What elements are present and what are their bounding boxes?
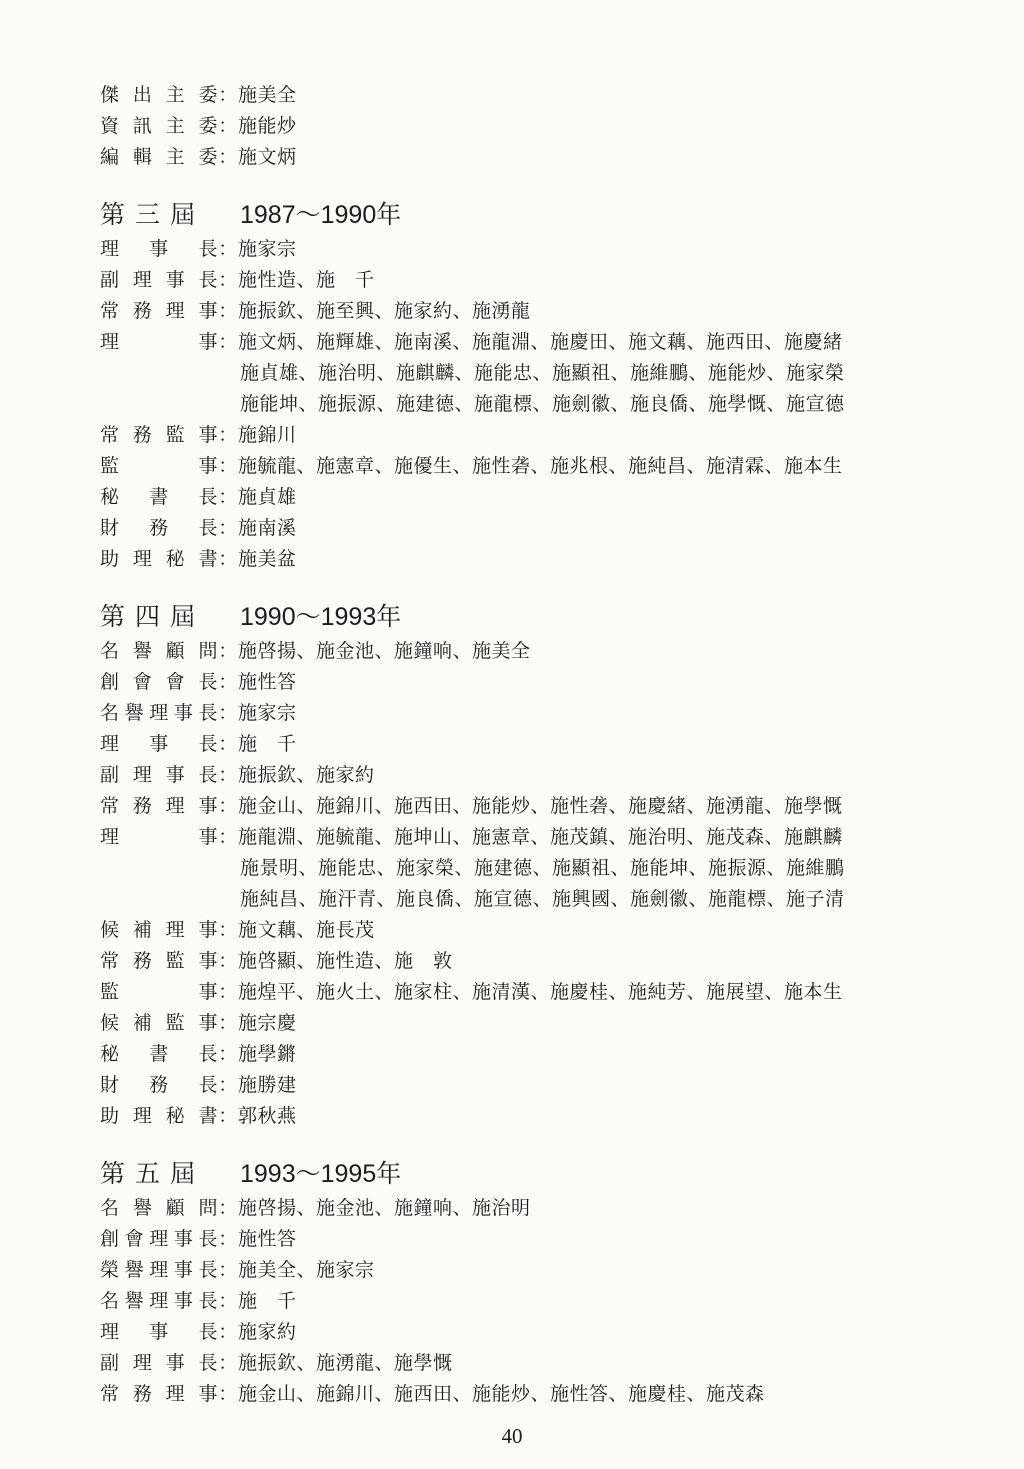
field-value: 施能炒 xyxy=(238,114,297,137)
field-row xyxy=(100,232,297,262)
field-colon: ： xyxy=(218,1351,238,1374)
field-label xyxy=(100,946,218,973)
field-label-char: 候 xyxy=(100,1011,120,1034)
field-value: 施 千 xyxy=(238,1289,297,1312)
term-heading xyxy=(100,1154,401,1190)
field-value: 施金山、施錦川、施西田、施能炒、施性答、施慶桂、施茂森 xyxy=(238,1382,765,1405)
field-colon: ： xyxy=(218,1289,238,1312)
field-label-char: 事 xyxy=(198,918,218,941)
field-label-char: 理 xyxy=(165,1382,186,1405)
field-value: 施啓顯、施性造、施 敦 xyxy=(238,949,453,972)
field-value: 施家宗 xyxy=(238,237,297,260)
page-number: 40 xyxy=(501,1424,523,1448)
field-label-char: 財 xyxy=(100,516,120,539)
field-value-continued: 施能坤、施振源、施建德、施龍標、施劍徽、施良僑、施學慨、施宣德 xyxy=(240,392,845,415)
field-label-char: 理 xyxy=(149,1289,169,1312)
field-label-char: 補 xyxy=(132,1011,153,1034)
field-row xyxy=(100,1377,765,1407)
field-label-char: 事 xyxy=(198,825,218,848)
field-row xyxy=(100,1068,297,1098)
field-colon: ： xyxy=(218,268,238,291)
field-value: 施文藕、施長茂 xyxy=(238,918,375,941)
field-label-char: 會 xyxy=(165,670,186,693)
field-row xyxy=(100,1191,531,1221)
field-label-char: 理 xyxy=(100,732,120,755)
field-label-char: 事 xyxy=(149,1320,169,1343)
field-label xyxy=(100,1008,218,1035)
field-value: 施南溪 xyxy=(238,516,297,539)
field-value: 施煌平、施火土、施家柱、施清漢、施慶桂、施純芳、施展望、施本生 xyxy=(238,980,843,1003)
field-label-char: 名 xyxy=(100,701,120,724)
field-label-char: 事 xyxy=(198,330,218,353)
field-colon: ： xyxy=(218,732,238,755)
field-label-char: 輯 xyxy=(132,145,153,168)
field-row xyxy=(100,109,297,139)
field-label-char: 顧 xyxy=(165,639,186,662)
field-value: 施金山、施錦川、施西田、施能炒、施性砻、施慶緒、施湧龍、施學慨 xyxy=(238,794,843,817)
field-label-char: 副 xyxy=(100,268,120,291)
field-label-char: 訊 xyxy=(132,114,153,137)
field-row xyxy=(100,1099,297,1129)
field-row xyxy=(100,913,375,943)
field-label-char: 長 xyxy=(198,1042,218,1065)
field-label-char: 理 xyxy=(132,1104,153,1127)
field-label-char: 譽 xyxy=(124,701,145,724)
field-label-char: 長 xyxy=(198,1073,218,1096)
field-colon: ： xyxy=(218,299,238,322)
field-label xyxy=(100,1286,218,1313)
field-label-char: 問 xyxy=(198,1196,218,1219)
field-label-char: 事 xyxy=(198,299,218,322)
field-row xyxy=(100,511,297,541)
field-value: 郭秋燕 xyxy=(238,1104,297,1127)
field-label-char: 候 xyxy=(100,918,120,941)
field-label-char: 委 xyxy=(198,145,218,168)
field-label-char: 事 xyxy=(173,1289,194,1312)
field-label-char: 事 xyxy=(198,1382,218,1405)
field-value: 施毓龍、施憲章、施優生、施性砻、施兆根、施純昌、施清霖、施本生 xyxy=(238,454,843,477)
field-colon: ： xyxy=(218,1320,238,1343)
field-value: 施學鏘 xyxy=(238,1042,297,1065)
field-label-char: 秘 xyxy=(100,1042,120,1065)
field-row xyxy=(100,294,531,324)
field-colon: ： xyxy=(218,825,238,848)
field-label-char: 事 xyxy=(198,949,218,972)
term-heading xyxy=(100,195,401,231)
field-label-char: 理 xyxy=(132,268,153,291)
field-label-char: 長 xyxy=(198,516,218,539)
field-label xyxy=(100,142,218,169)
field-label xyxy=(100,1317,218,1344)
field-label xyxy=(100,1255,218,1282)
field-label-char: 長 xyxy=(198,732,218,755)
field-label-char: 名 xyxy=(100,639,120,662)
field-label xyxy=(100,1379,218,1406)
field-label-char: 事 xyxy=(165,763,186,786)
field-row xyxy=(100,727,297,757)
field-value: 施龍淵、施毓龍、施坤山、施憲章、施茂鎮、施治明、施茂森、施麒麟 xyxy=(238,825,843,848)
field-label-char: 理 xyxy=(149,1258,169,1281)
field-label-char: 事 xyxy=(165,268,186,291)
field-row xyxy=(100,480,297,510)
field-label-char: 事 xyxy=(173,701,194,724)
field-row xyxy=(100,665,297,695)
field-label-char: 務 xyxy=(149,1073,169,1096)
field-label-char: 監 xyxy=(100,454,120,477)
field-label xyxy=(100,296,218,323)
field-colon: ： xyxy=(218,794,238,817)
field-row xyxy=(100,542,297,572)
field-label-char: 出 xyxy=(132,83,153,106)
field-label-char: 常 xyxy=(100,423,120,446)
field-label-char: 秘 xyxy=(165,547,186,570)
field-value: 施貞雄 xyxy=(238,485,297,508)
field-label xyxy=(100,822,218,849)
field-value: 施美全 xyxy=(238,83,297,106)
field-label-char: 監 xyxy=(165,423,186,446)
field-label-char: 書 xyxy=(198,1104,218,1127)
field-colon: ： xyxy=(218,423,238,446)
field-label-char: 秘 xyxy=(100,485,120,508)
field-label-char: 創 xyxy=(100,670,120,693)
field-value: 施錦川 xyxy=(238,423,297,446)
field-label xyxy=(100,544,218,571)
field-label-char: 長 xyxy=(198,1351,218,1374)
field-row xyxy=(100,1346,453,1376)
field-value: 施美全、施家宗 xyxy=(238,1258,375,1281)
field-colon: ： xyxy=(218,145,238,168)
field-label-char: 會 xyxy=(124,1227,145,1250)
field-colon: ： xyxy=(218,949,238,972)
field-label-char: 事 xyxy=(198,980,218,1003)
field-colon: ： xyxy=(218,1258,238,1281)
field-row xyxy=(100,325,843,355)
field-label-char: 譽 xyxy=(132,639,153,662)
field-label xyxy=(100,482,218,509)
field-row xyxy=(100,1284,297,1314)
field-colon: ： xyxy=(218,763,238,786)
field-label-char: 長 xyxy=(198,763,218,786)
field-label-char: 理 xyxy=(165,918,186,941)
field-label xyxy=(100,1348,218,1375)
field-label-char: 長 xyxy=(198,701,218,724)
field-value: 施振欽、施家約 xyxy=(238,763,375,786)
field-label-char: 長 xyxy=(198,1320,218,1343)
field-value-continued: 施景明、施能忠、施家榮、施建德、施顯祖、施能坤、施振源、施維鵬 xyxy=(240,856,845,879)
field-label xyxy=(100,977,218,1004)
field-value: 施啓揚、施金池、施鐘响、施美全 xyxy=(238,639,531,662)
field-label-char: 長 xyxy=(198,1227,218,1250)
field-label-char: 事 xyxy=(149,237,169,260)
field-label-char: 理 xyxy=(132,763,153,786)
field-label-char: 譽 xyxy=(124,1289,145,1312)
field-label-char: 會 xyxy=(132,670,153,693)
field-value: 施振欽、施至興、施家約、施湧龍 xyxy=(238,299,531,322)
field-label-char: 監 xyxy=(165,949,186,972)
field-value: 施性答 xyxy=(238,670,297,693)
field-label-char: 副 xyxy=(100,1351,120,1374)
field-value: 施 千 xyxy=(238,732,297,755)
field-row xyxy=(100,820,843,850)
field-label xyxy=(100,791,218,818)
field-label xyxy=(100,451,218,478)
field-colon: ： xyxy=(218,639,238,662)
field-colon: ： xyxy=(218,1196,238,1219)
field-colon: ： xyxy=(218,454,238,477)
field-colon: ： xyxy=(218,980,238,1003)
term-years: 1993～1995年 xyxy=(240,1160,402,1188)
field-row xyxy=(100,1006,297,1036)
field-label-char: 書 xyxy=(149,1042,169,1065)
field-label-char: 理 xyxy=(132,547,153,570)
field-label-char: 助 xyxy=(100,1104,120,1127)
field-label xyxy=(100,760,218,787)
field-value: 施美盆 xyxy=(238,547,297,570)
field-label xyxy=(100,915,218,942)
field-label-char: 事 xyxy=(173,1227,194,1250)
field-label-char: 事 xyxy=(165,1351,186,1374)
field-label-char: 譽 xyxy=(124,1258,145,1281)
field-colon: ： xyxy=(218,330,238,353)
field-label-char: 務 xyxy=(132,1382,153,1405)
field-label-char: 事 xyxy=(198,454,218,477)
field-label-char: 長 xyxy=(198,237,218,260)
field-colon: ： xyxy=(218,918,238,941)
field-label-char: 事 xyxy=(198,423,218,446)
field-label-char: 理 xyxy=(100,237,120,260)
field-label-char: 理 xyxy=(149,701,169,724)
field-label-char: 理 xyxy=(165,299,186,322)
field-label-char: 財 xyxy=(100,1073,120,1096)
term-heading xyxy=(100,597,401,633)
field-value: 施宗慶 xyxy=(238,1011,297,1034)
field-colon: ： xyxy=(218,1042,238,1065)
field-label-char: 長 xyxy=(198,268,218,291)
field-label-char: 監 xyxy=(100,980,120,1003)
field-colon: ： xyxy=(218,237,238,260)
field-row xyxy=(100,1253,375,1283)
field-colon: ： xyxy=(218,1011,238,1034)
field-label-char: 務 xyxy=(132,423,153,446)
field-colon: ： xyxy=(218,1382,238,1405)
field-row xyxy=(100,1315,297,1345)
field-value: 施文炳 xyxy=(238,145,297,168)
field-value: 施振欽、施湧龍、施學慨 xyxy=(238,1351,453,1374)
field-label-char: 常 xyxy=(100,794,120,817)
field-label xyxy=(100,1224,218,1251)
field-label-char: 務 xyxy=(132,949,153,972)
field-label-char: 事 xyxy=(198,794,218,817)
term-years: 1987～1990年 xyxy=(240,201,402,229)
field-label xyxy=(100,698,218,725)
field-label xyxy=(100,513,218,540)
field-label-char: 理 xyxy=(100,330,120,353)
field-label xyxy=(100,327,218,354)
field-label xyxy=(100,1070,218,1097)
field-colon: ： xyxy=(218,547,238,570)
field-label-char: 委 xyxy=(198,114,218,137)
field-label-char: 務 xyxy=(132,299,153,322)
field-label-char: 監 xyxy=(165,1011,186,1034)
field-row xyxy=(100,975,843,1005)
field-value-continued: 施純昌、施汗青、施良僑、施宣德、施興國、施劍徽、施龍標、施子清 xyxy=(240,887,845,910)
field-value: 施勝建 xyxy=(238,1073,297,1096)
field-label xyxy=(100,80,218,107)
field-label xyxy=(100,234,218,261)
term-years: 1990～1993年 xyxy=(240,603,402,631)
field-colon: ： xyxy=(218,83,238,106)
term-title: 第四屆 xyxy=(100,602,206,631)
field-label-char: 常 xyxy=(100,1382,120,1405)
field-value: 施啓揚、施金池、施鐘响、施治明 xyxy=(238,1196,531,1219)
field-colon: ： xyxy=(218,485,238,508)
field-row xyxy=(100,944,453,974)
field-label-char: 問 xyxy=(198,639,218,662)
field-row xyxy=(100,634,531,664)
field-label xyxy=(100,1101,218,1128)
field-label-char: 長 xyxy=(198,485,218,508)
field-value: 施家約 xyxy=(238,1320,297,1343)
field-row xyxy=(100,140,297,170)
field-label-char: 補 xyxy=(132,918,153,941)
field-label-char: 書 xyxy=(198,547,218,570)
field-label-char: 理 xyxy=(165,794,186,817)
field-label-char: 事 xyxy=(149,732,169,755)
field-label xyxy=(100,420,218,447)
field-label-char: 名 xyxy=(100,1196,120,1219)
field-row xyxy=(100,1037,297,1067)
field-label-char: 長 xyxy=(198,1289,218,1312)
field-label-char: 榮 xyxy=(100,1258,120,1281)
field-label-char: 創 xyxy=(100,1227,120,1250)
field-label-char: 主 xyxy=(165,83,186,106)
field-value: 施性造、施 千 xyxy=(238,268,375,291)
field-label-char: 主 xyxy=(165,114,186,137)
field-label-char: 長 xyxy=(198,1258,218,1281)
field-label-char: 顧 xyxy=(165,1196,186,1219)
field-label xyxy=(100,1039,218,1066)
field-label-char: 傑 xyxy=(100,83,120,106)
field-label-char: 理 xyxy=(100,825,120,848)
field-label-char: 資 xyxy=(100,114,120,137)
term-title: 第三屆 xyxy=(100,200,206,229)
field-label-char: 編 xyxy=(100,145,120,168)
field-label-char: 秘 xyxy=(165,1104,186,1127)
field-colon: ： xyxy=(218,1104,238,1127)
field-colon: ： xyxy=(218,701,238,724)
field-label-char: 常 xyxy=(100,299,120,322)
field-colon: ： xyxy=(218,1227,238,1250)
field-label-char: 書 xyxy=(149,485,169,508)
field-colon: ： xyxy=(218,670,238,693)
field-label-char: 務 xyxy=(132,794,153,817)
field-colon: ： xyxy=(218,1073,238,1096)
field-value: 施家宗 xyxy=(238,701,297,724)
field-label-char: 委 xyxy=(198,83,218,106)
field-value-continued: 施貞雄、施治明、施麒麟、施能忠、施顯祖、施維鵬、施能炒、施家榮 xyxy=(240,361,845,384)
field-row xyxy=(100,418,297,448)
field-label xyxy=(100,667,218,694)
field-row xyxy=(100,263,375,293)
field-row xyxy=(100,758,375,788)
field-label-char: 理 xyxy=(149,1227,169,1250)
field-label-char: 副 xyxy=(100,763,120,786)
field-label-char: 譽 xyxy=(132,1196,153,1219)
field-row xyxy=(100,789,843,819)
field-label-char: 事 xyxy=(198,1011,218,1034)
field-label xyxy=(100,265,218,292)
field-label-char: 助 xyxy=(100,547,120,570)
field-label xyxy=(100,111,218,138)
field-label-char: 務 xyxy=(149,516,169,539)
field-colon: ： xyxy=(218,516,238,539)
field-label xyxy=(100,729,218,756)
term-title: 第五屆 xyxy=(100,1159,206,1188)
field-row xyxy=(100,696,297,726)
field-label xyxy=(100,636,218,663)
field-label-char: 理 xyxy=(132,1351,153,1374)
field-colon: ： xyxy=(218,114,238,137)
field-label-char: 主 xyxy=(165,145,186,168)
field-value: 施性答 xyxy=(238,1227,297,1250)
field-row xyxy=(100,449,843,479)
field-row xyxy=(100,78,297,108)
field-label-char: 理 xyxy=(100,1320,120,1343)
field-value: 施文炳、施輝雄、施南溪、施龍淵、施慶田、施文藕、施西田、施慶緒 xyxy=(238,330,843,353)
field-label-char: 長 xyxy=(198,670,218,693)
field-label-char: 名 xyxy=(100,1289,120,1312)
field-label-char: 事 xyxy=(173,1258,194,1281)
field-label-char: 常 xyxy=(100,949,120,972)
field-label xyxy=(100,1193,218,1220)
field-row xyxy=(100,1222,297,1252)
